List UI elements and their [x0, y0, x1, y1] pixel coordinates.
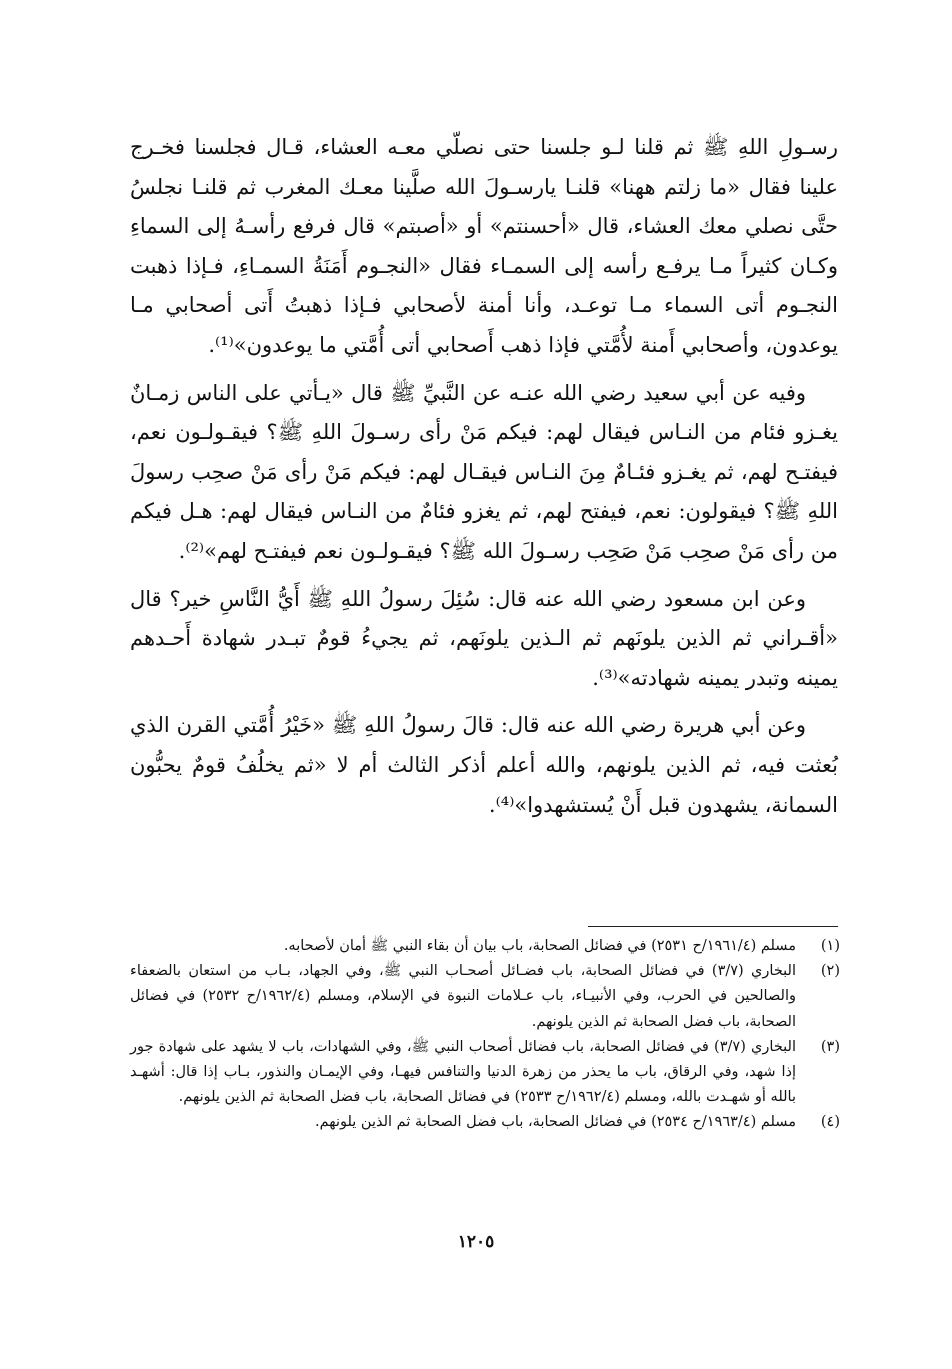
paragraph-abu-said: وفيه عن أبي سعيد رضي الله عنـه عن النَّبيِّ ﷺ قال «يـأتي على الناس زمـانٌ يغـزو فئام من النـاس فيقال لهم: فيكم مَنْ رأى رسـولَ اللهِ ﷺ؟ فيقـولـون نعم، فيفتـح لهم، ثم يغـزو فئـامٌ مِنَ النـاس فيقـال لهم: فيكم مَنْ رأى مَنْ صحِب رسولَ اللهِ ﷺ؟ فيقولون: نعم، فيفتح لهم، ثم يغزو فئامٌ من النـاس فيقال لهم: هـل فيكم من رأى مَنْ صحِب مَنْ صَحِب رسـولَ الله ﷺ؟ فيقـولـون نعم فيفتـح لهم»⁽²⁾.: [130, 380, 838, 563]
paragraph-continuation: رسـولِ اللهِ ﷺ ثم قلنا لـو جلسنا حتى نصلّي معـه العشاء، قـال فجلسنا فخـرج علينا فقال «ما زلتم ههنا» قلنـا يارسـولَ الله صلَّينا معـك المغرب ثم قلنـا نجلسُ حتَّى نصلي معك العشاء، قال «أحسنتم» أو «أصبتم» قال فرفع رأسـهُ إلى السماءِ وكـان كثيراً مـا يرفـع رأسه إلى السمـاء فقال «النجـوم أَمَنَةُ السمـاءِ، فـإذا ذهبت النجـوم أتى السماء مـا توعـد، وأنا أمنة لأصحابي فـإذا ذهبتُ أَتى أصحابي مـا يوعدون، وأصحابي أَمنة لأُمَّتي فإذا ذهب أَصحابي أتى أُمَّتي ما يوعدون»⁽¹⁾.: [130, 135, 838, 357]
page-number: ١٢٠٥: [457, 1232, 495, 1252]
paragraph-ibn-masud: وعن ابن مسعود رضي الله عنه قال: سُئِلَ رسولُ اللهِ ﷺ أَيُّ النَّاسِ خير؟ قال «أقـراني ثم الذين يلونَهم ثم الـذين يلونَهم، ثم يجيءُ قومٌ تبـدر شهادة أَحـدهم يمينه وتبدر يمينه شهادته»⁽³⁾.: [130, 586, 838, 690]
footnote-text: مسلم (١٩٦١/٤/ح ٢٥٣١) في فضائل الصحابة، باب بيان أن بقاء النبي ﷺ أمان لأصحابه.: [283, 938, 796, 954]
footnote-text: البخاري (٣/٧) في فضائل الصحابة، باب فضـائل أصحـاب النبي ﷺ، وفي الجهاد، بـاب من استعان بالضعفاء والصالحين في الحرب، وفي الأنبيـاء، باب عـلامات النبوة في الإسلام، ومسلم (١٩٦٢/٤/ح ٢٥٣٢) في فضائل الصحابة، باب فضل الصحابة ثم الذين يلونهم.: [130, 963, 796, 1030]
paragraph-abu-hurayra: وعن أبي هريرة رضي الله عنه قال: قالَ رسولُ اللهِ ﷺ «خَيْرُ أُمَّتي القرن الذي بُعثت فيه، ثم الذين يلونهم، والله أعلم أذكر الثالث أم لا «ثم يخلُفُ قومٌ يحبُّون السمانة، يشهدون قبل أَنْ يُستشهدوا»⁽⁴⁾.: [130, 713, 838, 817]
footnote-number: (٣): [820, 1038, 840, 1055]
footnote-number: (٢): [820, 963, 840, 980]
footnote: [130, 959, 840, 1035]
footnote-divider: [588, 926, 838, 927]
footnote-number: (١): [820, 938, 840, 954]
footnote: [130, 1035, 840, 1111]
footnotes: [130, 934, 840, 1136]
footnote-number: (٤): [820, 1114, 840, 1131]
footnote-text: البخاري (٣/٧) في فضائل الصحابة، باب فضائل أصحاب النبي ﷺ، وفي الشهادات، باب لا يشهد على شهادة جور إذا شهد، وفي الرقاق، باب ما يحذر من زهرة الدنيا والتنافس فيهـا، وفي الإيمـان والنذور، بـاب إذا قال: أشهـد بالله أو شهـدت بالله، ومسلم (١٩٦٢/٤/ح ٢٥٣٣) في فضائل الصحابة، باب فضل الصحابة ثم الذين يلونهم.: [130, 1038, 796, 1106]
main-text: [130, 128, 838, 833]
footnote-text: مسلم (١٩٦٣/٤/ح ٢٥٣٤) في فضائل الصحابة، باب فضل الصحابة ثم الذين يلونهم.: [315, 1114, 796, 1131]
footnote: [130, 1110, 840, 1135]
footnote: [130, 934, 840, 959]
